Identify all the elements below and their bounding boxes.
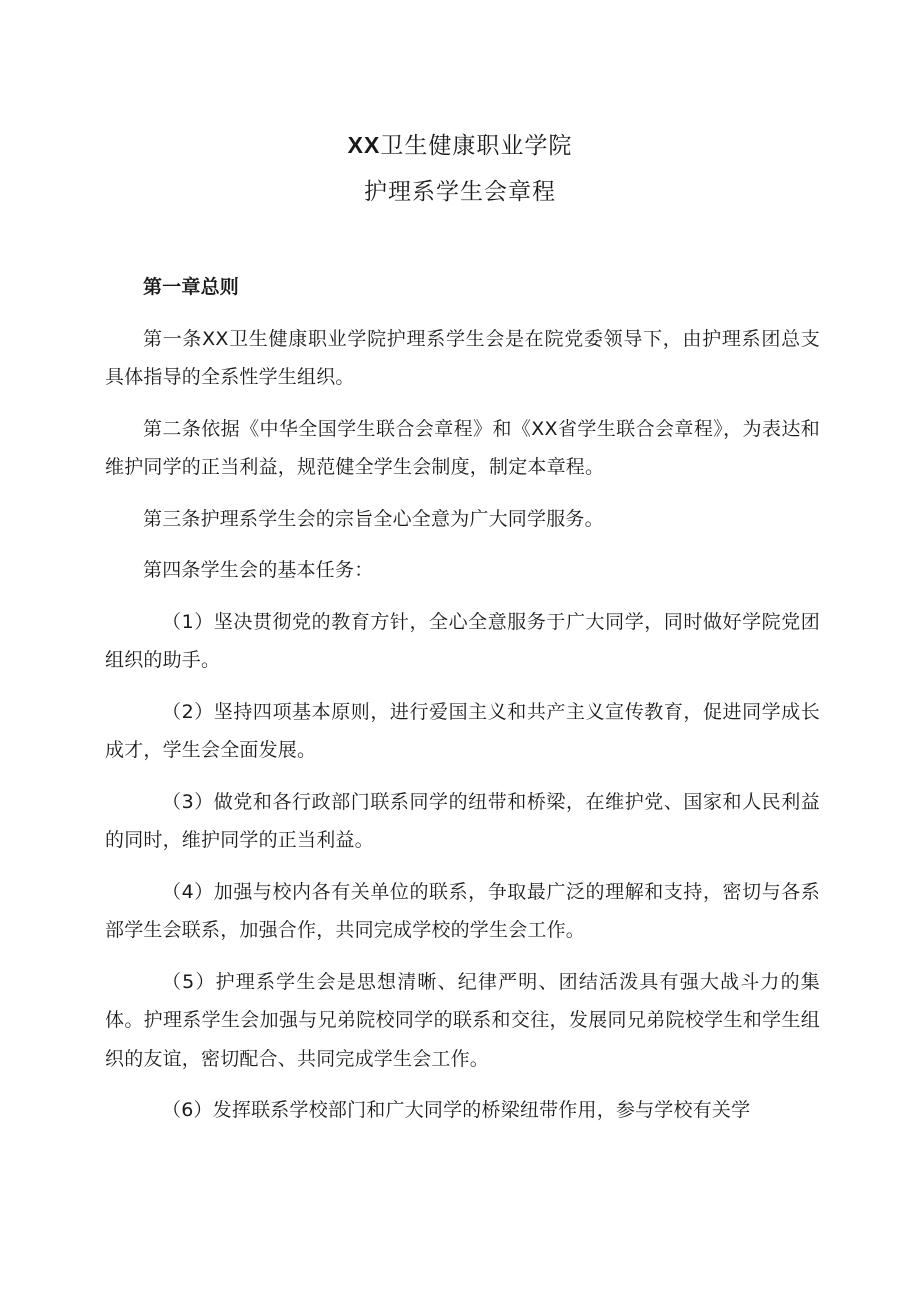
- document-body: [105, 268, 820, 1143]
- article-4: 第四条学生会的基本任务：: [143, 559, 374, 581]
- title-block: [0, 122, 920, 215]
- article-1: 第一条XX卫生健康职业学院护理系学生会是在院党委领导下，由护理系团总支具体指导的全系性学生组织。: [105, 327, 820, 388]
- article-2: 第二条依据《中华全国学生联合会章程》和《XX省学生联合会章程》，为表达和维护同学的正当利益，规范健全学生会制度，制定本章程。: [105, 417, 820, 478]
- chapter-heading: 第一章总则: [143, 276, 240, 298]
- task-item-3: （3）做党和各行政部门联系同学的纽带和桥梁，在维护党、国家和人民利益的同时，维护同学的正当利益。: [105, 790, 820, 851]
- task-item-5: （5）护理系学生会是思想清晰、纪律严明、团结活泼具有强大战斗力的集体。护理系学生会加强与兄弟院校同学的联系和交往，发展同兄弟院校学生和学生组织的友谊，密切配合、共同完成学生会工作。: [105, 970, 820, 1070]
- task-item-2: （2）坚持四项基本原则，进行爱国主义和共产主义宣传教育，促进同学成长成才，学生会全面发展。: [105, 700, 820, 761]
- task-item-4: （4）加强与校内各有关单位的联系，争取最广泛的理解和支持，密切与各系部学生会联系，加强合作，共同完成学校的学生会工作。: [105, 880, 820, 941]
- title-rest: 卫生健康职业学院: [380, 133, 573, 159]
- document-subtitle: 护理系学生会章程: [364, 179, 556, 205]
- document-title: [0, 122, 920, 169]
- title-prefix: XX: [347, 132, 381, 158]
- task-item-6: （6）发挥联系学校部门和广大同学的桥梁纽带作用，参与学校有关学: [162, 1099, 751, 1121]
- task-item-1: （1）坚决贯彻党的教育方针，全心全意服务于广大同学，同时做好学院党团组织的助手。: [105, 610, 820, 671]
- article-3: 第三条护理系学生会的宗旨全心全意为广大同学服务。: [143, 507, 604, 530]
